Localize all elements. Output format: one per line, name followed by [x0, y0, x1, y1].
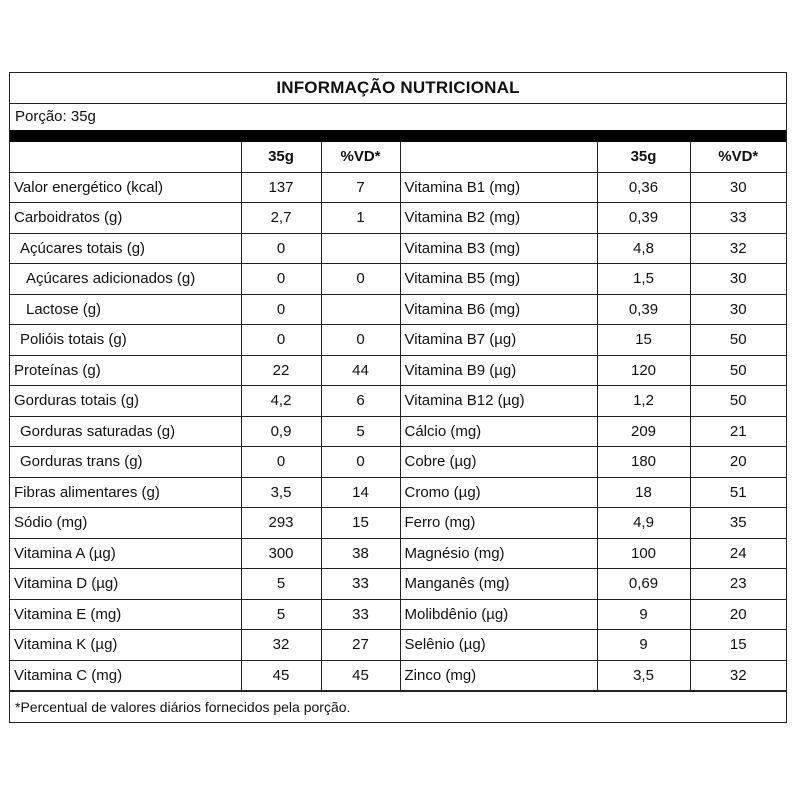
amount-right: 4,8: [597, 233, 690, 264]
table-row: [10, 569, 786, 600]
dv-left: 0: [321, 264, 400, 295]
nutrient-name-left: Açúcares adicionados (g): [10, 264, 241, 295]
amount-right: 9: [597, 599, 690, 630]
amount-right: 15: [597, 325, 690, 356]
dv-left: [321, 233, 400, 264]
dv-right: 50: [690, 325, 786, 356]
nutrient-name-right: Selênio (µg): [400, 630, 597, 661]
amount-left: 5: [241, 599, 321, 630]
dv-right: 15: [690, 630, 786, 661]
nutrient-name-left: Fibras alimentares (g): [10, 477, 241, 508]
nutrient-name-right: Cromo (µg): [400, 477, 597, 508]
amount-left: 0: [241, 447, 321, 478]
dv-right: 51: [690, 477, 786, 508]
nutrient-name-right: Vitamina B7 (µg): [400, 325, 597, 356]
nutrient-name-left: Vitamina C (mg): [10, 660, 241, 691]
amount-right: 0,39: [597, 294, 690, 325]
header-blank-left: [10, 142, 241, 172]
dv-right: 20: [690, 447, 786, 478]
nutrient-name-right: Magnésio (mg): [400, 538, 597, 569]
nutrient-name-right: Vitamina B5 (mg): [400, 264, 597, 295]
dv-left: 33: [321, 599, 400, 630]
dv-right: 30: [690, 264, 786, 295]
amount-right: 120: [597, 355, 690, 386]
amount-right: 18: [597, 477, 690, 508]
nutrient-name-right: Vitamina B6 (mg): [400, 294, 597, 325]
amount-left: 22: [241, 355, 321, 386]
dv-left: [321, 294, 400, 325]
table-row: [10, 660, 786, 691]
nutrient-name-right: Vitamina B9 (µg): [400, 355, 597, 386]
table-row: [10, 294, 786, 325]
dv-left: 0: [321, 325, 400, 356]
amount-right: 209: [597, 416, 690, 447]
amount-left: 3,5: [241, 477, 321, 508]
nutrient-name-right: Zinco (mg): [400, 660, 597, 691]
dv-right: 32: [690, 233, 786, 264]
nutrient-name-left: Vitamina A (µg): [10, 538, 241, 569]
dv-right: 50: [690, 355, 786, 386]
nutrient-name-left: Lactose (g): [10, 294, 241, 325]
amount-left: 0: [241, 233, 321, 264]
amount-right: 1,2: [597, 386, 690, 417]
dv-right: 21: [690, 416, 786, 447]
footnote: *Percentual de valores diários fornecidos pela porção.: [10, 691, 786, 722]
amount-left: 5: [241, 569, 321, 600]
nutrient-name-left: Carboidratos (g): [10, 203, 241, 234]
nutrient-name-left: Gorduras trans (g): [10, 447, 241, 478]
nutrient-name-left: Vitamina K (µg): [10, 630, 241, 661]
amount-left: 137: [241, 172, 321, 203]
nutrient-name-left: Vitamina E (mg): [10, 599, 241, 630]
dv-left: 27: [321, 630, 400, 661]
amount-right: 0,36: [597, 172, 690, 203]
dv-left: 5: [321, 416, 400, 447]
table-row: [10, 538, 786, 569]
amount-left: 32: [241, 630, 321, 661]
nutrient-name-left: Gorduras totais (g): [10, 386, 241, 417]
dv-right: 32: [690, 660, 786, 691]
dv-right: 33: [690, 203, 786, 234]
amount-right: 4,9: [597, 508, 690, 539]
dv-right: 20: [690, 599, 786, 630]
nutrient-name-right: Ferro (mg): [400, 508, 597, 539]
table-row: [10, 477, 786, 508]
nutrient-name-left: Sódio (mg): [10, 508, 241, 539]
dv-right: 35: [690, 508, 786, 539]
dv-left: 38: [321, 538, 400, 569]
dv-left: 6: [321, 386, 400, 417]
amount-left: 4,2: [241, 386, 321, 417]
dv-left: 15: [321, 508, 400, 539]
table-row: [10, 386, 786, 417]
nutrient-name-right: Vitamina B12 (µg): [400, 386, 597, 417]
header-dv-right: %VD*: [690, 142, 786, 172]
amount-left: 0: [241, 325, 321, 356]
dv-left: 14: [321, 477, 400, 508]
nutrient-name-right: Vitamina B2 (mg): [400, 203, 597, 234]
table-row: [10, 355, 786, 386]
amount-left: 0: [241, 294, 321, 325]
amount-left: 300: [241, 538, 321, 569]
dv-right: 50: [690, 386, 786, 417]
amount-right: 1,5: [597, 264, 690, 295]
amount-right: 0,39: [597, 203, 690, 234]
nutrient-name-right: Cálcio (mg): [400, 416, 597, 447]
amount-right: 3,5: [597, 660, 690, 691]
table-row: [10, 264, 786, 295]
nutrient-name-left: Valor energético (kcal): [10, 172, 241, 203]
header-amount-left: 35g: [241, 142, 321, 172]
nutrient-name-left: Proteínas (g): [10, 355, 241, 386]
amount-right: 180: [597, 447, 690, 478]
table-body: [10, 172, 786, 691]
table-header-row: [10, 142, 786, 172]
table-row: [10, 447, 786, 478]
nutrient-name-right: Manganês (mg): [400, 569, 597, 600]
table-row: [10, 172, 786, 203]
amount-right: 9: [597, 630, 690, 661]
nutrient-name-right: Molibdênio (µg): [400, 599, 597, 630]
dv-left: 1: [321, 203, 400, 234]
dv-left: 0: [321, 447, 400, 478]
table-row: [10, 233, 786, 264]
header-amount-right: 35g: [597, 142, 690, 172]
table-row: [10, 203, 786, 234]
nutrient-name-right: Vitamina B3 (mg): [400, 233, 597, 264]
portion-size: Porção: 35g: [15, 108, 96, 125]
dv-left: 7: [321, 172, 400, 203]
label-title: INFORMAÇÃO NUTRICIONAL: [10, 73, 786, 104]
table-row: [10, 416, 786, 447]
table-row: [10, 630, 786, 661]
dv-right: 23: [690, 569, 786, 600]
header-blank-right: [400, 142, 597, 172]
nutrient-name-left: Polióis totais (g): [10, 325, 241, 356]
amount-left: 293: [241, 508, 321, 539]
table-row: [10, 599, 786, 630]
amount-right: 0,69: [597, 569, 690, 600]
amount-left: 2,7: [241, 203, 321, 234]
nutrient-name-left: Vitamina D (µg): [10, 569, 241, 600]
table-row: [10, 508, 786, 539]
amount-left: 0: [241, 264, 321, 295]
nutrient-name-right: Vitamina B1 (mg): [400, 172, 597, 203]
dv-left: 44: [321, 355, 400, 386]
nutrition-label: [9, 72, 787, 723]
table-row: [10, 325, 786, 356]
nutrient-name-right: Cobre (µg): [400, 447, 597, 478]
header-dv-left: %VD*: [321, 142, 400, 172]
amount-left: 45: [241, 660, 321, 691]
dv-right: 24: [690, 538, 786, 569]
thick-divider: [10, 130, 786, 142]
nutrition-table: [10, 142, 786, 691]
nutrient-name-left: Gorduras saturadas (g): [10, 416, 241, 447]
dv-left: 33: [321, 569, 400, 600]
nutrient-name-left: Açúcares totais (g): [10, 233, 241, 264]
dv-right: 30: [690, 294, 786, 325]
dv-right: 30: [690, 172, 786, 203]
amount-left: 0,9: [241, 416, 321, 447]
amount-right: 100: [597, 538, 690, 569]
dv-left: 45: [321, 660, 400, 691]
